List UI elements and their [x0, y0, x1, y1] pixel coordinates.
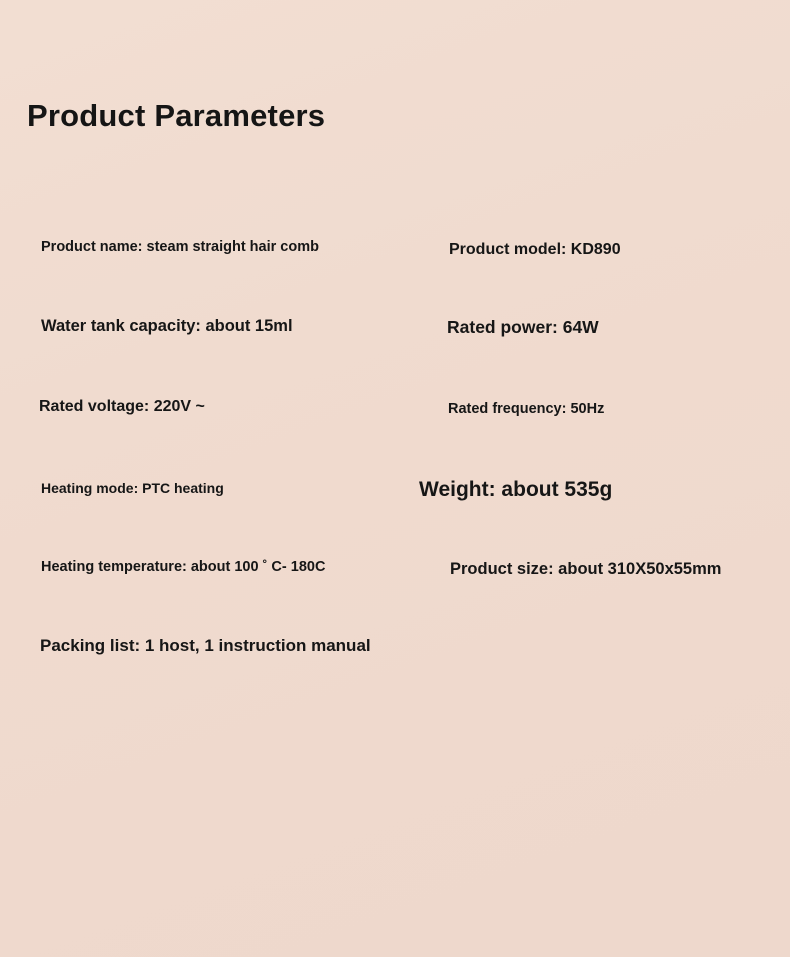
spec-heating-mode: Heating mode: PTC heating [41, 480, 224, 496]
spec-heating-temperature: Heating temperature: about 100 ˚ C- 180C [41, 559, 326, 575]
spec-rated-frequency: Rated frequency: 50Hz [448, 401, 605, 417]
spec-water-tank-capacity: Water tank capacity: about 15ml [41, 317, 293, 335]
spec-product-size: Product size: about 310X50x55mm [450, 560, 722, 578]
spec-packing-list: Packing list: 1 host, 1 instruction manual [40, 636, 371, 655]
spec-product-name: Product name: steam straight hair comb [41, 239, 319, 255]
spec-product-model: Product model: KD890 [449, 241, 621, 258]
spec-rated-voltage: Rated voltage: 220V ~ [39, 398, 205, 415]
spec-weight: Weight: about 535g [419, 478, 613, 501]
spec-rated-power: Rated power: 64W [447, 317, 599, 337]
page-title: Product Parameters [27, 98, 326, 133]
